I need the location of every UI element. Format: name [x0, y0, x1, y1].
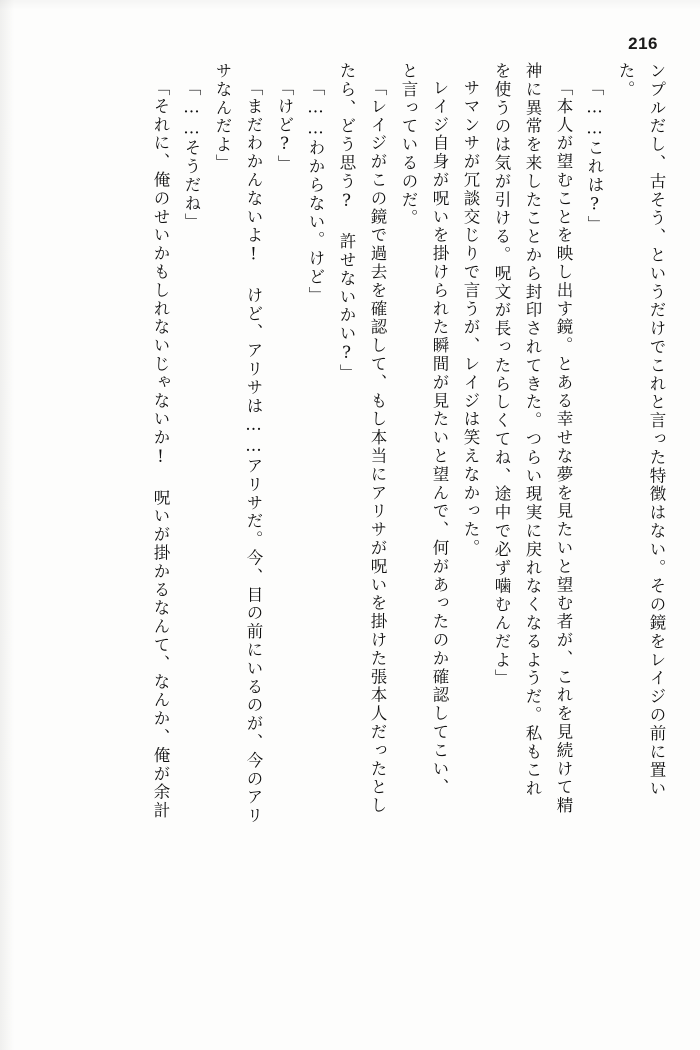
text-column: 神に異常を来したことから封印されてきた。つらい現実に戻れなくなるようだ。私もこれ: [523, 62, 542, 798]
text-column: た。: [616, 62, 635, 99]
text-column: 「……これは?」: [585, 79, 604, 234]
text-column: 「……わからない。けど」: [306, 79, 325, 305]
text-column: サなんだよ」: [213, 62, 232, 173]
page-number: 216: [628, 34, 658, 53]
page-body-text: [46, 62, 664, 1022]
text-column: を使うのは気が引ける。呪文が長ったらしくてね、途中で必ず噛むんだよ」: [492, 62, 511, 688]
page-top-edge-shadow: [0, 0, 700, 10]
text-column: ンプルだし、古そう、というだけでこれと言った特徴はない。その鏡をレイジの前に置い: [647, 62, 666, 798]
text-column: 「……そうだね」: [182, 79, 201, 232]
text-column: サマンサが冗談交じりで言うが、レイジは笑えなかった。: [461, 79, 480, 558]
text-column: 「まだわかんないよ! けど、アリサは……アリサだ。今、目の前にいるのが、今のアリ: [244, 79, 263, 825]
text-column: 「それに、俺のせいかもしれないじゃないか! 呪いが掛かるなんて、なんか、俺が余計: [151, 79, 170, 820]
text-column: たら、どう思う? 許せないかい?」: [337, 62, 356, 383]
text-column: 「レイジがこの鏡で過去を確認して、もし本当にアリサが呪いを掛けた張本人だったとし: [368, 79, 387, 815]
text-column: 「けど?」: [275, 79, 294, 174]
page-left-edge-shadow: [0, 0, 14, 1050]
text-column: レイジ自身が呪いを掛けられた瞬間が見たいと望んで、何があったのか確認してこい、: [430, 79, 449, 797]
text-column: と言っているのだ。: [399, 62, 418, 228]
text-column: 「本人が望むことを映し出す鏡。とある幸せな夢を見たいと望む者が、これを見続けて精: [554, 79, 573, 815]
